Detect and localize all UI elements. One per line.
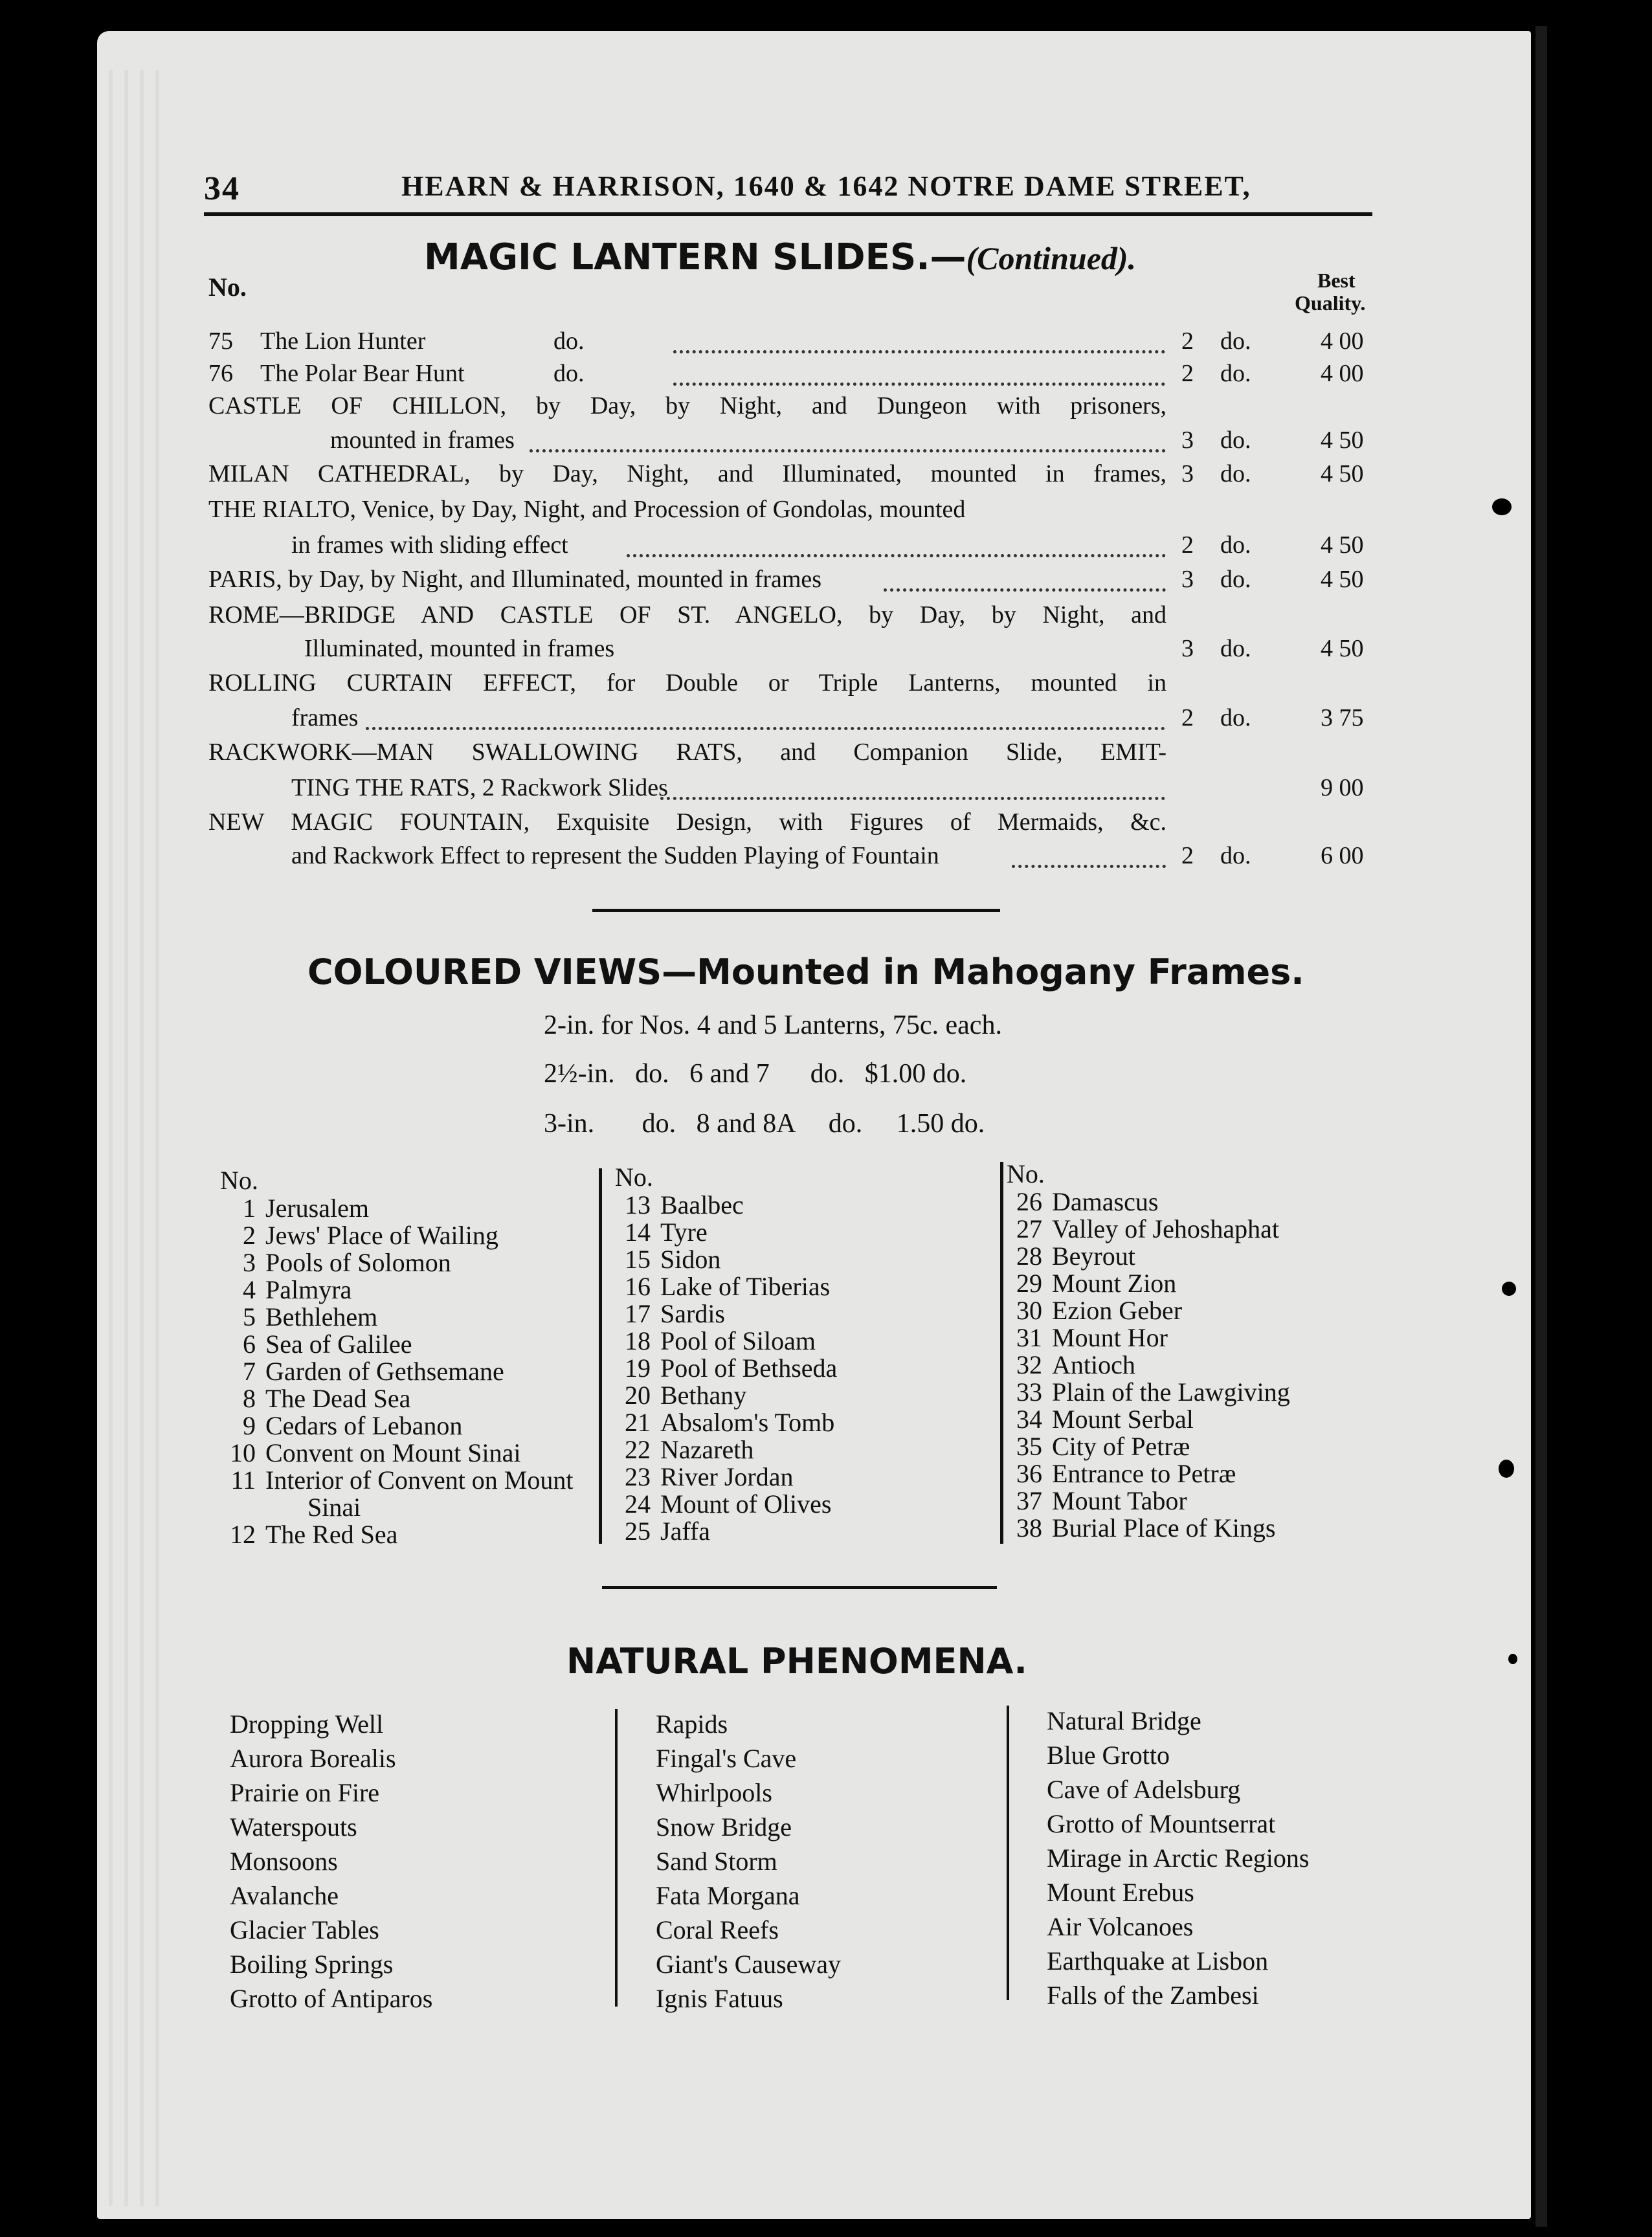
slide-quantity: 3 <box>1181 427 1194 454</box>
view-name: Mount Tabor <box>1052 1486 1187 1515</box>
view-number: 38 <box>1016 1513 1042 1542</box>
phenomenon-name: Grotto of Mountserrat <box>1047 1809 1276 1838</box>
phenomenon-name: Sand Storm <box>656 1847 777 1876</box>
view-number: 31 <box>1016 1323 1042 1352</box>
column-divider <box>615 1709 618 2007</box>
phenomenon-name: Prairie on Fire <box>230 1778 380 1807</box>
view-number: 12 <box>230 1520 256 1549</box>
leader-dots <box>660 797 1165 800</box>
view-number: 14 <box>625 1218 651 1247</box>
slide-description: ROME—BRIDGE AND CASTLE OF ST. ANGELO, by Day, by Night, and <box>208 601 1166 629</box>
view-number: 25 <box>625 1517 651 1546</box>
view-name: Interior of Convent on Mount <box>265 1465 574 1495</box>
slide-price: 9 00 <box>1321 774 1364 801</box>
leader-dots <box>530 449 1166 452</box>
view-name: Baalbec <box>660 1190 744 1219</box>
view-name: Mount Zion <box>1052 1269 1177 1298</box>
phenomenon-name: Dropping Well <box>230 1709 384 1739</box>
phenomenon-name: Fingal's Cave <box>656 1744 797 1773</box>
slide-unit: do. <box>1220 531 1251 559</box>
leader-dots <box>673 383 1165 386</box>
slide-quantity: 2 <box>1181 328 1194 355</box>
slide-unit: do. <box>1220 328 1251 355</box>
slide-unit: do. <box>1220 427 1251 454</box>
column-divider <box>1000 1162 1003 1544</box>
view-number: 32 <box>1016 1350 1042 1379</box>
view-name: Convent on Mount Sinai <box>265 1438 521 1467</box>
view-number: 7 <box>243 1357 256 1386</box>
slide-price: 4 00 <box>1321 360 1364 387</box>
column-divider <box>1007 1706 1009 2000</box>
view-name: River Jordan <box>660 1462 794 1491</box>
phenomenon-name: Snow Bridge <box>656 1812 792 1842</box>
slide-description: ROLLING CURTAIN EFFECT, for Double or Triple Lanterns, mounted in <box>208 669 1166 696</box>
page-edge <box>155 70 159 2206</box>
view-name: Bethany <box>660 1381 747 1410</box>
view-name: Lake of Tiberias <box>660 1272 831 1301</box>
view-name: City of Petræ <box>1052 1432 1190 1461</box>
col-quality-header: Quality. <box>1295 291 1366 315</box>
phenomenon-name: Air Volcanoes <box>1047 1912 1194 1941</box>
view-name: Valley of Jehoshaphat <box>1052 1214 1280 1243</box>
view-name: Entrance to Petræ <box>1052 1459 1236 1488</box>
slide-price: 3 75 <box>1321 704 1364 731</box>
view-name: Sardis <box>660 1299 725 1328</box>
slide-description: Illuminated, mounted in frames <box>304 635 615 662</box>
view-number: 3 <box>243 1248 256 1277</box>
col1-no-header: No. <box>220 1166 258 1195</box>
view-name: Pool of Bethseda <box>660 1353 838 1383</box>
phenomenon-name: Grotto of Antiparos <box>230 1984 433 2013</box>
view-name: Damascus <box>1052 1187 1159 1216</box>
view-name: Tyre <box>660 1218 708 1247</box>
slide-description: NEW MAGIC FOUNTAIN, Exquisite Design, with Figures of Mermaids, &c. <box>208 808 1166 836</box>
phenomenon-name: Waterspouts <box>230 1812 357 1842</box>
ditto: do. <box>553 360 585 387</box>
slide-quantity: 2 <box>1181 360 1194 387</box>
slide-quantity: 2 <box>1181 704 1194 731</box>
slide-price: 4 50 <box>1321 566 1364 593</box>
slide-unit: do. <box>1220 566 1251 593</box>
page-number: 34 <box>204 170 240 207</box>
leader-dots <box>884 588 1166 592</box>
leader-dots <box>1012 865 1166 868</box>
view-number: 24 <box>625 1489 651 1519</box>
ink-speck <box>1502 1282 1516 1296</box>
header-rule <box>204 212 1372 216</box>
view-number: 8 <box>243 1384 256 1413</box>
view-name: Palmyra <box>265 1275 352 1304</box>
view-number: 2 <box>243 1221 256 1250</box>
slide-number: 76 <box>208 360 233 387</box>
slide-description: and Rackwork Effect to represent the Sudden Playing of Fountain <box>291 842 939 869</box>
leader-dots <box>366 727 1165 730</box>
phenomenon-name: Falls of the Zambesi <box>1047 1981 1259 2010</box>
binding-shadow <box>1535 26 1547 2227</box>
slide-description: PARIS, by Day, by Night, and Illuminated, mounted in frames <box>208 566 822 593</box>
page-edge <box>140 70 144 2206</box>
slide-description: CASTLE OF CHILLON, by Day, by Night, and Dungeon with prisoners, <box>208 392 1166 419</box>
view-name: Beyrout <box>1052 1241 1135 1271</box>
section-divider <box>602 1586 997 1589</box>
phenomenon-name: Rapids <box>656 1709 728 1739</box>
view-name: Ezion Geber <box>1052 1296 1183 1325</box>
column-divider <box>599 1168 602 1544</box>
slide-quantity: 3 <box>1181 635 1194 662</box>
phenomenon-name: Coral Reefs <box>656 1915 779 1944</box>
view-number: 13 <box>625 1190 651 1219</box>
view-name: Mount Hor <box>1052 1323 1168 1352</box>
running-header: HEARN & HARRISON, 1640 & 1642 NOTRE DAME STREET, <box>401 170 1251 202</box>
view-number: 9 <box>243 1411 256 1440</box>
slide-description: mounted in frames <box>330 427 515 454</box>
view-name: Mount of Olives <box>660 1489 832 1519</box>
view-name: Jaffa <box>660 1517 710 1546</box>
view-number: 37 <box>1016 1486 1042 1515</box>
slide-unit: do. <box>1220 842 1251 869</box>
view-number: 34 <box>1016 1405 1042 1434</box>
slide-unit: do. <box>1220 704 1251 731</box>
slide-quantity: 3 <box>1181 566 1194 593</box>
phenomenon-name: Glacier Tables <box>230 1915 379 1944</box>
view-name: Sinai <box>307 1493 361 1522</box>
view-name: Plain of the Lawgiving <box>1052 1377 1290 1407</box>
slide-price: 4 50 <box>1321 635 1364 662</box>
view-number: 1 <box>243 1194 256 1223</box>
view-name: Jews' Place of Wailing <box>265 1221 498 1250</box>
slide-price: 4 50 <box>1321 460 1364 487</box>
view-number: 29 <box>1016 1269 1042 1298</box>
view-number: 16 <box>625 1272 651 1301</box>
view-name: Burial Place of Kings <box>1052 1513 1276 1542</box>
view-number: 30 <box>1016 1296 1042 1325</box>
phenomenon-name: Blue Grotto <box>1047 1741 1170 1770</box>
view-number: 28 <box>1016 1241 1042 1271</box>
view-number: 15 <box>625 1245 651 1274</box>
slide-description: RACKWORK—MAN SWALLOWING RATS, and Companion Slide, EMIT- <box>208 739 1166 766</box>
section-title-coloured-views: COLOURED VIEWS—Mounted in Mahogany Frames. <box>307 952 1304 992</box>
slide-name: The Lion Hunter <box>260 328 426 355</box>
view-name: Mount Serbal <box>1052 1405 1194 1434</box>
slide-quantity: 2 <box>1181 842 1194 869</box>
phenomenon-name: Mirage in Arctic Regions <box>1047 1843 1310 1873</box>
view-number: 36 <box>1016 1459 1042 1488</box>
slide-description: TING THE RATS, 2 Rackwork Slides <box>291 774 668 801</box>
col-best-header: Best <box>1317 269 1356 292</box>
slide-quantity: 2 <box>1181 531 1194 559</box>
view-name: Pools of Solomon <box>265 1248 451 1277</box>
col2-no-header: No. <box>615 1163 653 1192</box>
section-title-natural-phenomena: NATURAL PHENOMENA. <box>566 1641 1027 1682</box>
view-number: 19 <box>625 1353 651 1383</box>
phenomenon-name: Earthquake at Lisbon <box>1047 1946 1269 1975</box>
view-number: 27 <box>1016 1214 1042 1243</box>
view-number: 22 <box>625 1435 651 1464</box>
slide-unit: do. <box>1220 635 1251 662</box>
view-name: The Red Sea <box>265 1520 398 1549</box>
section-title-magic-lantern <box>424 236 1136 278</box>
view-number: 33 <box>1016 1377 1042 1407</box>
slide-unit: do. <box>1220 360 1251 387</box>
view-name: Bethlehem <box>265 1302 378 1331</box>
phenomenon-name: Giant's Causeway <box>656 1950 842 1979</box>
ditto: do. <box>553 328 585 355</box>
view-number: 17 <box>625 1299 651 1328</box>
view-name: Garden of Gethsemane <box>265 1357 504 1386</box>
price-line: 2-in. for Nos. 4 and 5 Lanterns, 75c. each. <box>544 1010 1002 1040</box>
col3-no-header: No. <box>1007 1159 1045 1188</box>
view-number: 11 <box>230 1465 256 1495</box>
col-no-header: No. <box>208 273 247 302</box>
slide-name: The Polar Bear Hunt <box>260 360 465 387</box>
view-number: 26 <box>1016 1187 1042 1216</box>
slide-description: in frames with sliding effect <box>291 531 568 559</box>
phenomenon-name: Boiling Springs <box>230 1950 394 1979</box>
view-name: Sidon <box>660 1245 721 1274</box>
view-name: The Dead Sea <box>265 1384 411 1413</box>
continued-label: (Continued). <box>966 240 1137 276</box>
slide-unit: do. <box>1220 460 1251 487</box>
ink-speck <box>1508 1654 1517 1664</box>
view-number: 20 <box>625 1381 651 1410</box>
view-number: 21 <box>625 1408 651 1437</box>
view-number: 5 <box>243 1302 256 1331</box>
slide-description: MILAN CATHEDRAL, by Day, Night, and Illuminated, mounted in frames, <box>208 460 1166 487</box>
phenomenon-name: Fata Morgana <box>656 1881 800 1910</box>
view-name: Cedars of Lebanon <box>265 1411 463 1440</box>
slide-number: 75 <box>208 328 233 355</box>
price-line: 2½-in. do. 6 and 7 do. $1.00 do. <box>544 1059 967 1089</box>
slide-price: 4 50 <box>1321 531 1364 559</box>
view-name: Jerusalem <box>265 1194 369 1223</box>
phenomenon-name: Cave of Adelsburg <box>1047 1775 1241 1804</box>
view-name: Absalom's Tomb <box>660 1408 835 1437</box>
phenomenon-name: Mount Erebus <box>1047 1878 1194 1907</box>
view-number: 35 <box>1016 1432 1042 1461</box>
slide-description: frames <box>291 704 359 731</box>
slide-description: THE RIALTO, Venice, by Day, Night, and Procession of Gondolas, mounted <box>208 496 966 523</box>
phenomenon-name: Aurora Borealis <box>230 1744 396 1773</box>
page-edge <box>109 70 113 2206</box>
ink-speck <box>1492 498 1512 515</box>
view-name: Sea of Galilee <box>265 1330 412 1359</box>
view-number: 4 <box>243 1275 256 1304</box>
section-divider <box>592 909 1000 912</box>
view-number: 18 <box>625 1326 651 1355</box>
page-edge <box>124 70 128 2206</box>
leader-dots <box>627 554 1166 557</box>
phenomenon-name: Whirlpools <box>656 1778 772 1807</box>
view-number: 23 <box>625 1462 651 1491</box>
view-number: 6 <box>243 1330 256 1359</box>
phenomenon-name: Ignis Fatuus <box>656 1984 783 2013</box>
view-name: Antioch <box>1052 1350 1135 1379</box>
leader-dots <box>673 350 1165 353</box>
phenomenon-name: Monsoons <box>230 1847 338 1876</box>
slide-quantity: 3 <box>1181 460 1194 487</box>
view-name: Nazareth <box>660 1435 754 1464</box>
phenomenon-name: Natural Bridge <box>1047 1706 1201 1735</box>
magic-lantern-title: MAGIC LANTERN SLIDES.— <box>424 236 966 278</box>
view-name: Pool of Siloam <box>660 1326 816 1355</box>
phenomenon-name: Avalanche <box>230 1881 339 1910</box>
slide-price: 4 00 <box>1321 328 1364 355</box>
price-line: 3-in. do. 8 and 8A do. 1.50 do. <box>544 1109 985 1139</box>
view-number: 10 <box>230 1438 256 1467</box>
slide-price: 6 00 <box>1321 842 1364 869</box>
slide-price: 4 50 <box>1321 427 1364 454</box>
ink-speck <box>1499 1460 1514 1478</box>
